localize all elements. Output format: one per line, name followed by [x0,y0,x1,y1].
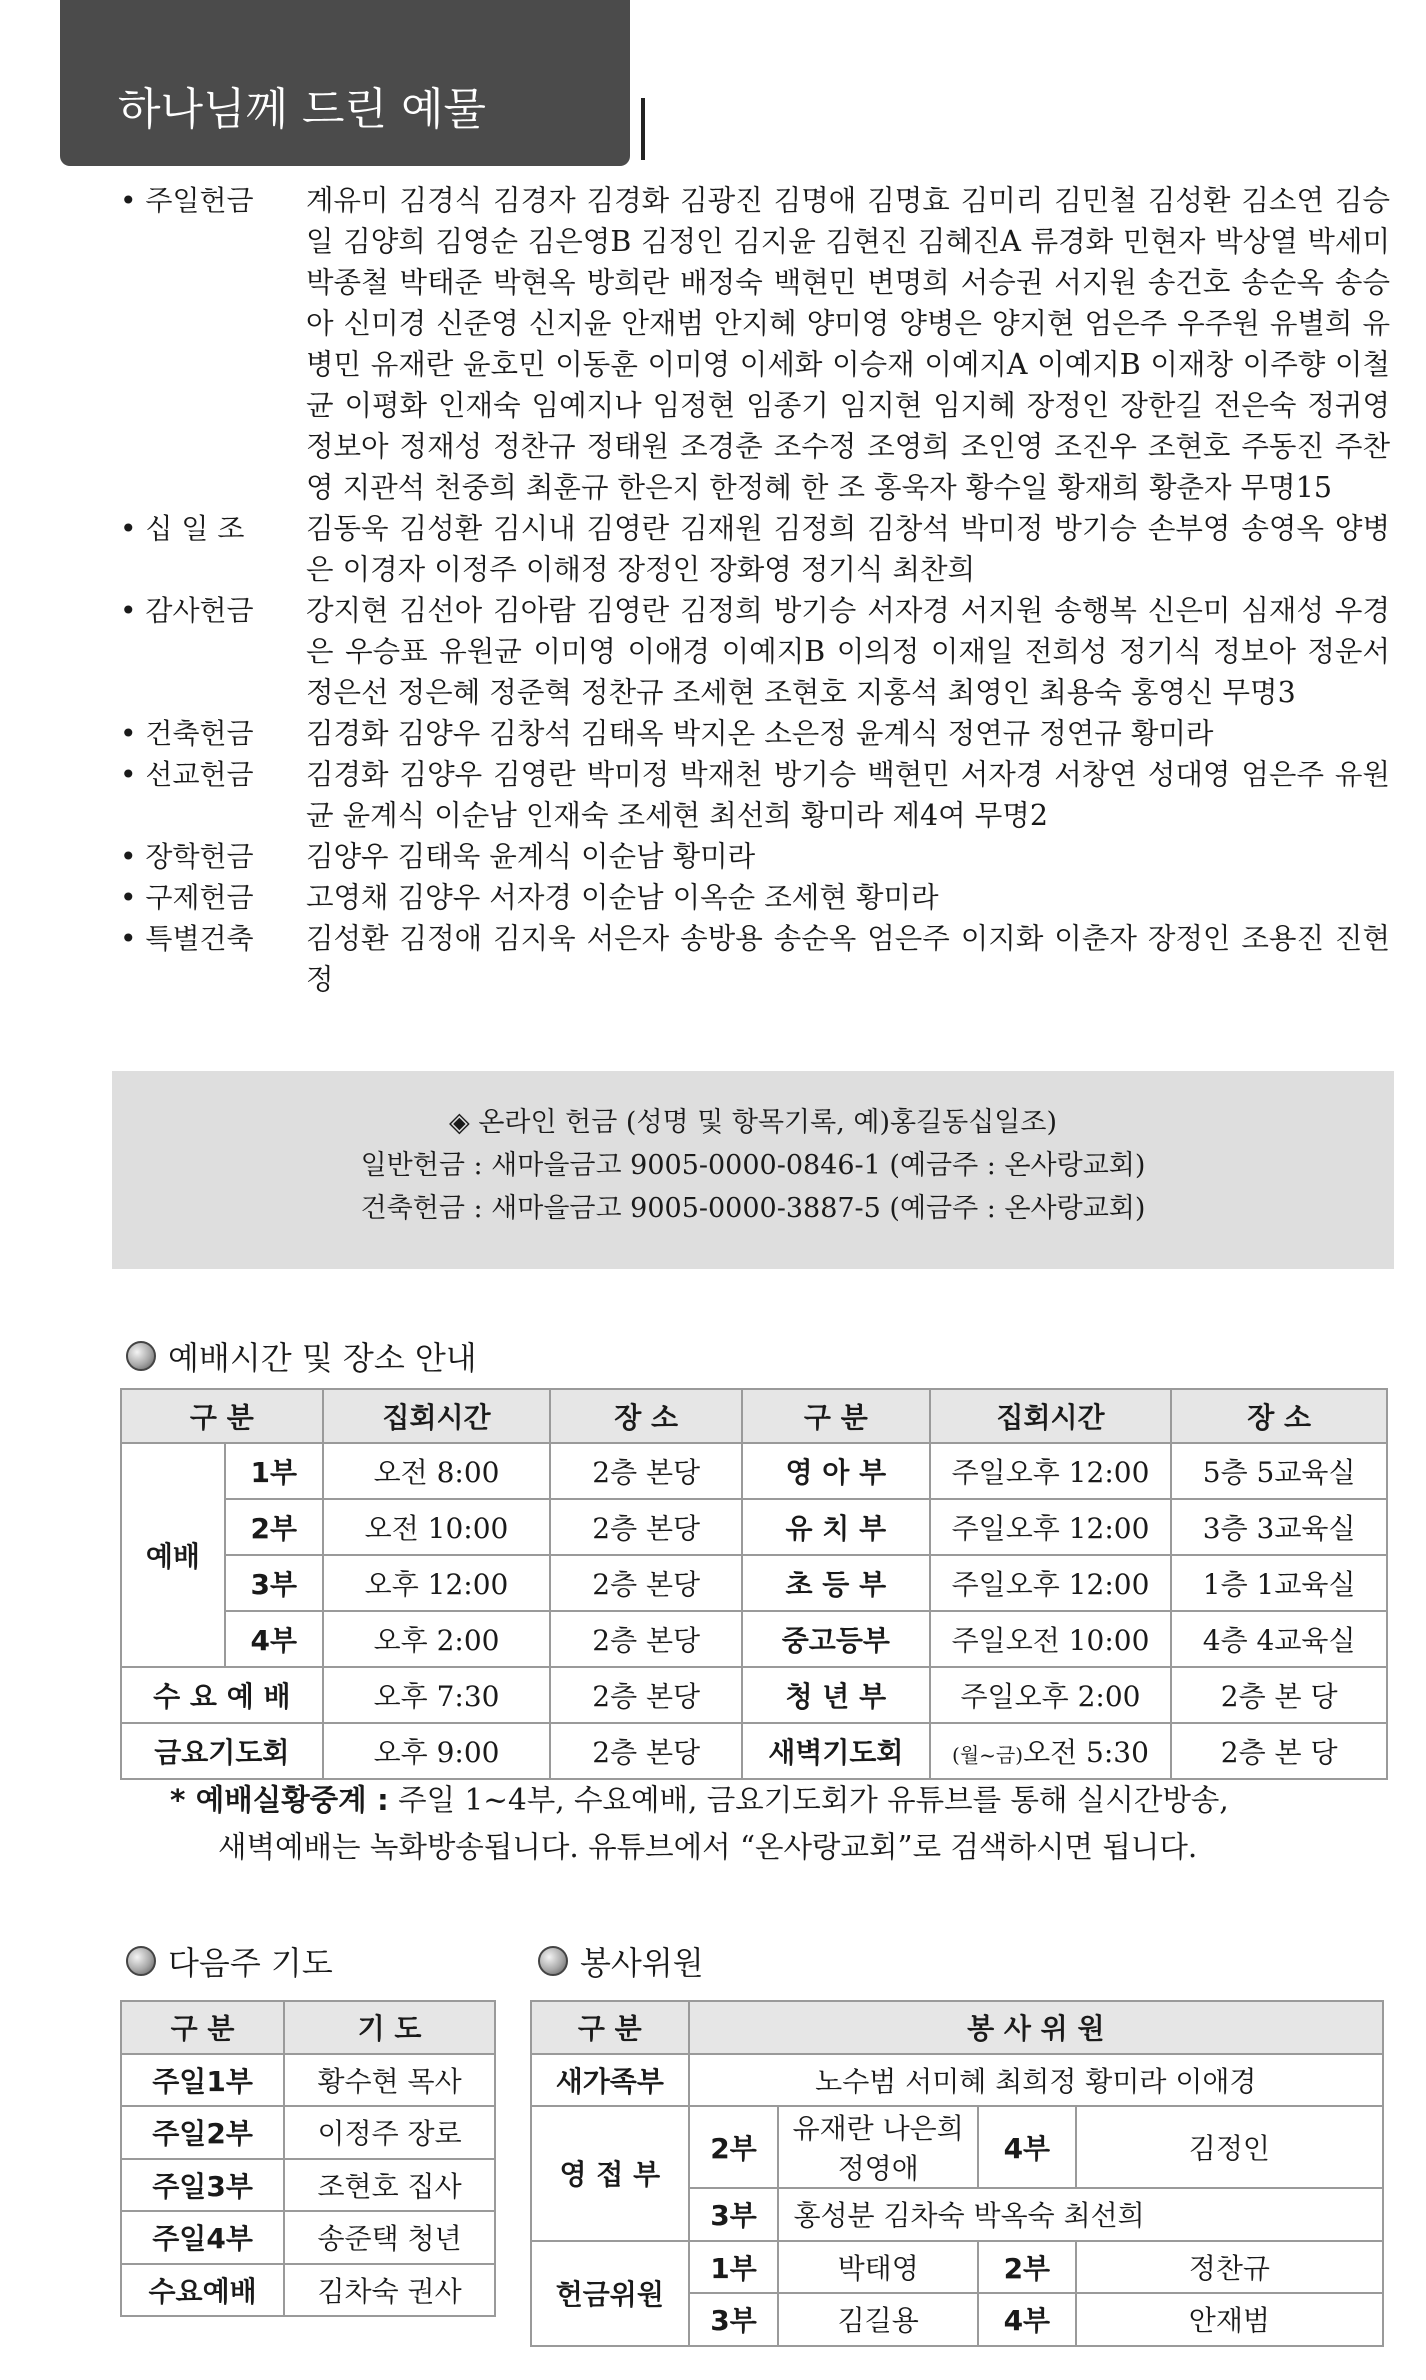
dept-label: 영 아 부 [742,1443,930,1499]
service-place: 2층 본당 [550,1443,742,1499]
dept-time: 주일오후 12:00 [930,1443,1172,1499]
offering-row-mission [120,754,1390,836]
dept-label: 새벽기도회 [742,1723,930,1779]
online-offering-heading: ◈ 온라인 헌금 (성명 및 항목기록, 예)홍길동십일조) [449,1107,1057,1138]
table-header-row [121,1389,1387,1443]
prayer-service: 수요예배 [121,2264,284,2317]
table-row [121,1443,1387,1499]
worship-section-title [126,1333,477,1379]
dept-label: 청 년 부 [742,1667,930,1723]
circle-bullet-icon [126,1341,156,1371]
dawn-days: (월~금) [952,1743,1024,1767]
offering-4-label: 4부 [978,2293,1076,2346]
circle-bullet-icon [126,1946,156,1976]
offering-1-member: 박태영 [778,2241,978,2294]
reception-4-members: 김정인 [1076,2106,1383,2188]
service-time: 오후 9:00 [323,1723,551,1779]
worship-title-text: 예배시간 및 장소 안내 [168,1339,477,1377]
service-time: 오후 2:00 [323,1611,551,1667]
offering-names: 김성환 김정애 김지욱 서은자 송방용 송순옥 엄은주 이지화 이춘자 장정인 조용진 진현정 [306,922,1390,996]
offering-row-thanks [120,590,1390,713]
header-cell: 장 소 [1171,1389,1387,1443]
note-text-line1: 주일 1~4부, 수요예배, 금요기도회가 유튜브를 통해 실시간방송, [388,1783,1229,1817]
service-label: 금요기도회 [121,1723,323,1779]
table-header-row [531,2001,1383,2054]
online-offering-box [112,1071,1394,1269]
offering-row-sunday [120,180,1390,508]
header-cell: 집회시간 [930,1389,1172,1443]
offering-category: • 건축헌금 [120,717,254,750]
service-section-title [538,1938,704,1984]
note-label: * 예배실황중계 : [170,1783,389,1817]
reception-label: 영 접 부 [531,2106,689,2241]
header-cell: 장 소 [550,1389,742,1443]
table-row [531,2054,1383,2107]
prayer-service: 주일2부 [121,2106,284,2159]
table-row [531,2106,1383,2188]
table-row [121,2264,495,2317]
offering-3-label: 3부 [689,2293,779,2346]
dept-label: 중고등부 [742,1611,930,1667]
service-label: 1부 [225,1443,323,1499]
table-header-row [121,2001,495,2054]
dept-place: 2층 본 당 [1171,1723,1387,1779]
page-title: 하나님께 드린 예물 [118,84,487,135]
table-row [121,1667,1387,1723]
service-place: 2층 본당 [550,1667,742,1723]
worship-group-label: 예배 [121,1443,225,1667]
prayer-service: 주일4부 [121,2211,284,2264]
reception-3-members: 홍성분 김차숙 박옥숙 최선희 [778,2188,1383,2241]
service-time: 오전 8:00 [323,1443,551,1499]
prayer-table [120,2000,496,2317]
broadcast-note [170,1777,1370,1871]
header-cell: 구 분 [121,2001,284,2054]
table-row [121,2054,495,2107]
prayer-service: 주일3부 [121,2159,284,2212]
service-time: 오후 7:30 [323,1667,551,1723]
prayer-title-text: 다음주 기도 [168,1944,333,1982]
service-label: 2부 [225,1499,323,1555]
offering-names: 고영채 김양우 서자경 이순남 이옥순 조세현 황미라 [306,881,939,914]
header-cell: 구 분 [531,2001,689,2054]
service-place: 2층 본당 [550,1723,742,1779]
service-place: 2층 본당 [550,1499,742,1555]
table-row [121,1499,1387,1555]
service-label: 수 요 예 배 [121,1667,323,1723]
table-row [121,1611,1387,1667]
offering-category: • 주일헌금 [120,184,254,217]
dept-place: 3층 3교육실 [1171,1499,1387,1555]
dept-time: 주일오후 12:00 [930,1499,1172,1555]
dept-label: 유 치 부 [742,1499,930,1555]
offering-3-member: 김길용 [778,2293,978,2346]
offering-2-label: 2부 [978,2241,1076,2294]
offering-names: 강지현 김선아 김아람 김영란 김정희 방기승 서자경 서지원 송행복 신은미 심재성 우경은 우승표 유원균 이미영 이애경 이예지B 이의정 이재일 전희성 정기식 정보아 정운서 정은선 정은혜 정준혁 정찬규 조세현 조현호 지홍석 최영인 최용숙 홍영신 무명3 [306,594,1390,709]
online-building-account: 건축헌금 : 새마을금고 9005-0000-3887-5 (예금주 : 온사랑교회) [360,1193,1146,1224]
dawn-time: 오전 5:30 [1023,1736,1149,1769]
circle-bullet-icon [538,1946,568,1976]
prayer-person: 송준택 청년 [284,2211,495,2264]
newfamily-members: 노수범 서미혜 최희정 황미라 이애경 [689,2054,1383,2107]
table-row [121,2106,495,2159]
prayer-service: 주일1부 [121,2054,284,2107]
offering-category: • 감사헌금 [120,594,254,627]
worship-schedule-table [120,1388,1388,1780]
prayer-person: 황수현 목사 [284,2054,495,2107]
offering-category: • 선교헌금 [120,758,254,791]
header-divider [641,98,645,160]
service-label: 3부 [225,1555,323,1611]
offering-row-relief [120,877,1390,918]
offering-row-scholarship [120,836,1390,877]
header-cell: 구 분 [121,1389,323,1443]
note-text-line2: 새벽예배는 녹화방송됩니다. 유튜브에서 “온사랑교회”로 검색하시면 됩니다. [218,1830,1198,1864]
service-time: 오후 12:00 [323,1555,551,1611]
header-cell: 집회시간 [323,1389,551,1443]
offering-category: • 특별건축 [120,922,254,955]
offering-category: • 장학헌금 [120,840,254,873]
offering-names: 김양우 김태욱 윤계식 이순남 황미라 [306,840,756,873]
dept-place: 5층 5교육실 [1171,1443,1387,1499]
service-place: 2층 본당 [550,1611,742,1667]
offering-category: • 십 일 조 [120,512,245,545]
online-general-account: 일반헌금 : 새마을금고 9005-0000-0846-1 (예금주 : 온사랑교회) [360,1150,1146,1181]
prayer-person: 이정주 장로 [284,2106,495,2159]
offering-4-member: 안재범 [1076,2293,1383,2346]
offering-row-tithe [120,508,1390,590]
service-volunteers-table [530,2000,1384,2347]
dept-time: 주일오후 12:00 [930,1555,1172,1611]
offering-names: 김경화 김양우 김창석 김태옥 박지온 소은정 윤계식 정연규 정연규 황미라 [306,717,1214,750]
header-cell: 기 도 [284,2001,495,2054]
reception-2-members: 유재란 나은희 정영애 [778,2106,978,2188]
dept-time: 주일오전 10:00 [930,1611,1172,1667]
header-cell: 봉 사 위 원 [689,2001,1383,2054]
reception-4-label: 4부 [978,2106,1076,2188]
offering-category: • 구제헌금 [120,881,254,914]
offering-1-label: 1부 [689,2241,779,2294]
offering-names: 계유미 김경식 김경자 김경화 김광진 김명애 김명효 김미리 김민철 김성환 김소연 김승일 김양희 김영순 김은영B 김정인 김지윤 김현진 김혜진A 류경화 민현자 박상열 박세미 박종철 박태준 박현옥 방희란 배정숙 백현민 변명희 서승권 서지원 송건호 송순옥 송승아 신미경 신준영 신지윤 안재범 안지혜 양미영 양병은 양지현 엄은주 우주원 유별희 유병민 유재란 윤호민 이동훈 이미영 이세화 이승재 이예지A 이예지B 이재창 이주향 이철균 이평화 인재숙 임예지나 임정현 임종기 임지현 임지혜 장정인 장한길 전은숙 정귀영 정보아 정재성 정찬규 정태원 조경춘 조수정 조영희 조인영 조진우 조현호 주동진 주찬영 지관석 천중희 최훈규 한은지 한정혜 한 조 홍욱자 황수일 황재희 황춘자 무명15 [306,184,1390,504]
offering-names: 김동욱 김성환 김시내 김영란 김재원 김정희 김창석 박미정 방기승 손부영 송영옥 양병은 이경자 이정주 이해정 장정인 장화영 정기식 최찬희 [306,512,1390,586]
dept-place: 4층 4교육실 [1171,1611,1387,1667]
dept-time [930,1723,1172,1779]
offering-names: 김경화 김양우 김영란 박미정 박재천 방기승 백현민 서자경 서창연 성대영 엄은주 유원균 윤계식 이순남 인재숙 조세현 최선희 황미라 제4여 무명2 [306,758,1390,832]
dept-place: 1층 1교육실 [1171,1555,1387,1611]
prayer-person: 조현호 집사 [284,2159,495,2212]
service-place: 2층 본당 [550,1555,742,1611]
dept-label: 초 등 부 [742,1555,930,1611]
offering-2-member: 정찬규 [1076,2241,1383,2294]
header-cell: 구 분 [742,1389,930,1443]
reception-2-label: 2부 [689,2106,779,2188]
service-label: 4부 [225,1611,323,1667]
prayer-person: 김차숙 권사 [284,2264,495,2317]
table-row [121,1723,1387,1779]
offering-committee-label: 헌금위원 [531,2241,689,2346]
service-title-text: 봉사위원 [580,1944,704,1982]
offering-row-building [120,713,1390,754]
offering-row-special-building [120,918,1390,1000]
service-time: 오전 10:00 [323,1499,551,1555]
header-tab [60,0,630,166]
table-row [121,2211,495,2264]
prayer-section-title [126,1938,333,1984]
reception-3-label: 3부 [689,2188,779,2241]
table-row [531,2241,1383,2294]
dept-place: 2층 본 당 [1171,1667,1387,1723]
newfamily-label: 새가족부 [531,2054,689,2107]
table-row [121,2159,495,2212]
dept-time: 주일오후 2:00 [930,1667,1172,1723]
offerings-list [120,180,1390,1000]
table-row [121,1555,1387,1611]
